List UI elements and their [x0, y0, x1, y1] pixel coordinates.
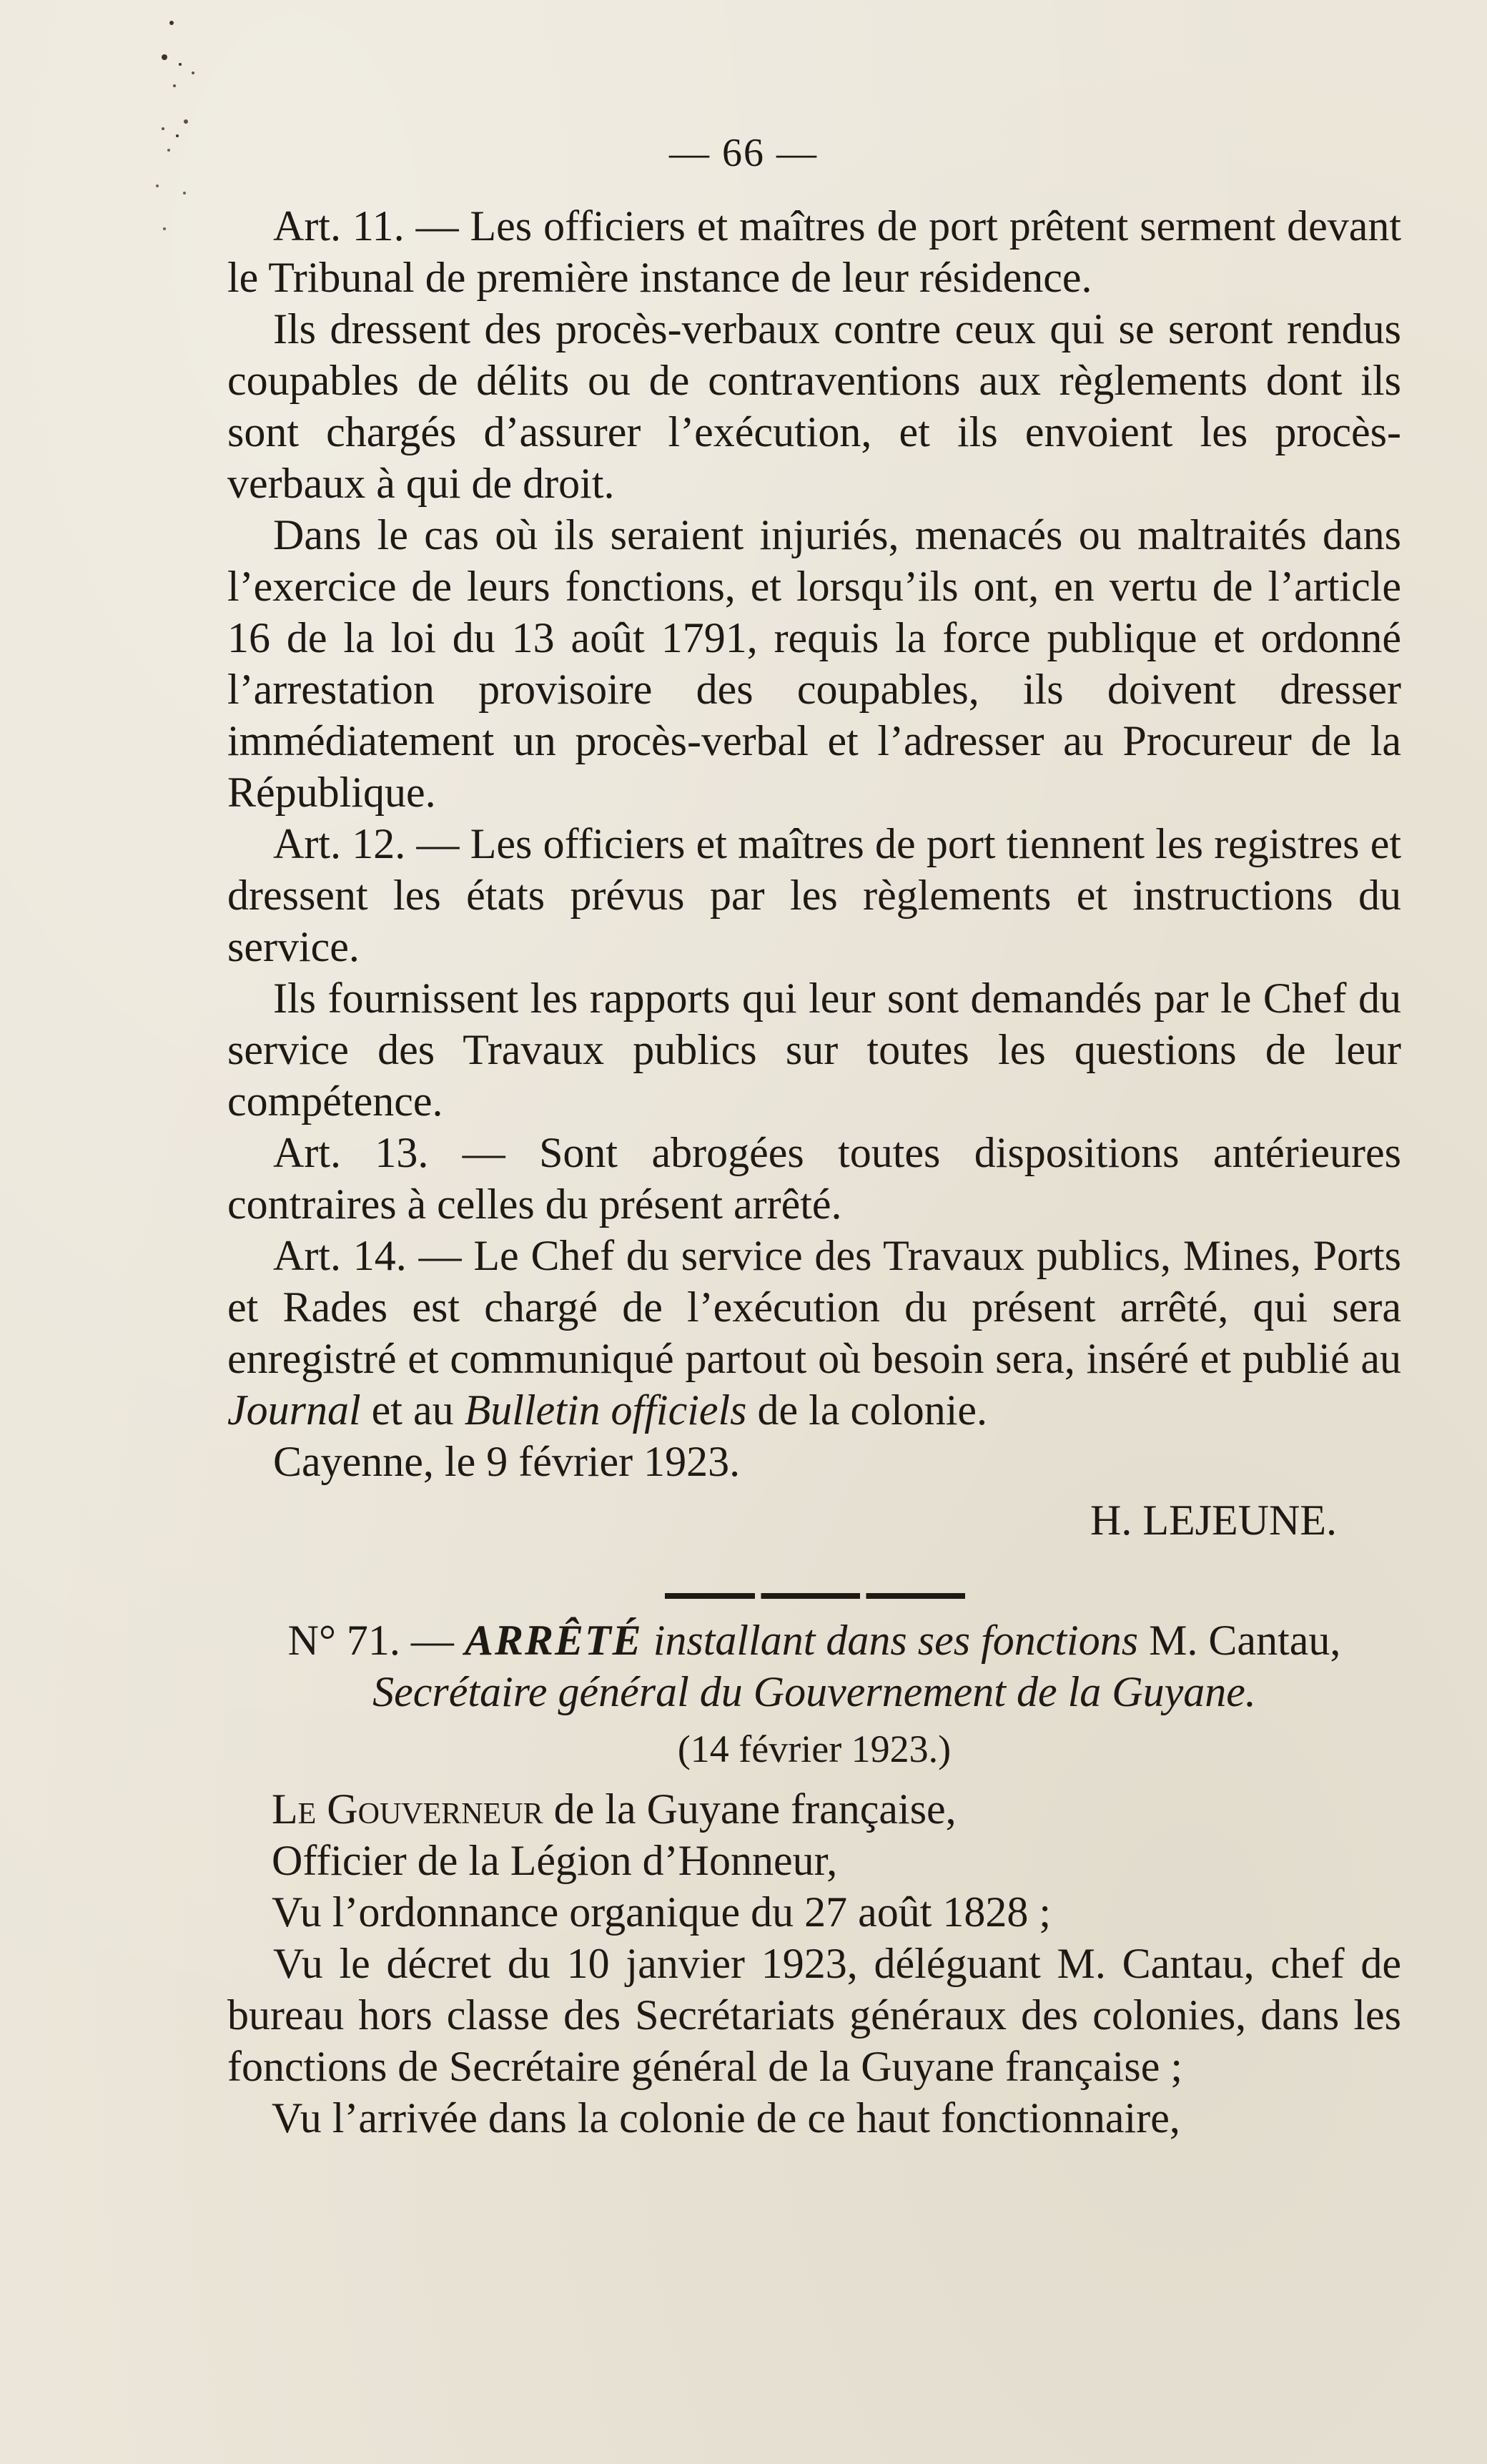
paragraph-art-11: Art. 11. — Les officiers et maîtres de port prêtent serment devant le Tribunal de première instance de leur résidence.	[227, 202, 1401, 301]
bulletin-title: Bulletin officiels	[464, 1386, 747, 1434]
decree-date: (14 février 1923.)	[677, 1728, 952, 1770]
decree-heading	[227, 1615, 1401, 1718]
art14-middle: et au	[360, 1386, 465, 1434]
decree-section	[227, 1615, 1401, 2144]
governor-rest: de la Guyane française,	[543, 1785, 957, 1833]
art14-end: de la colonie.	[746, 1386, 988, 1434]
paragraph-art-14	[227, 1230, 1401, 1436]
vu-decret: Vu le décret du 10 janvier 1923, déléguant M. Cantau, chef de bureau hors classe des Secrétariats généraux des colonies, dans les fonctions de Secrétaire général de la Guyane française ;	[227, 1940, 1401, 2090]
paragraph-art-13: Art. 13. — Sont abrogées toutes dispositions antérieures contraires à celles du présent arrêté.	[227, 1129, 1401, 1228]
decree-person: M. Cantau,	[1149, 1617, 1341, 1664]
decree-number: N° 71. —	[287, 1617, 465, 1664]
article-text	[227, 200, 1401, 1546]
decree-desc: installant dans ses fonctions	[642, 1617, 1150, 1664]
paragraph-rapports: Ils fournissent les rapports qui leur sont demandés par le Chef du service des Travaux publics sur toutes les questions de leur compétence.	[227, 975, 1401, 1125]
paragraph-injuries: Dans le cas où ils seraient injuriés, menacés ou maltraités dans l’exercice de leurs fonctions, et lorsqu’ils ont, en vertu de l’article 16 de la loi du 13 août 1791, requis la force publique et ordonné l’arrestation provisoire des coupables, ils doivent dresser immédiatement un procès-verbal et l’adresser au Procureur de la République.	[227, 511, 1401, 816]
signature: H. LEJEUNE.	[1090, 1497, 1337, 1544]
page-number: — 66 —	[669, 131, 818, 175]
governor-title: Le Gouverneur	[272, 1785, 543, 1833]
decree-desc-2: Secrétaire général du Gouvernement de la Guyane.	[372, 1668, 1256, 1715]
paragraph-proces-verbaux: Ils dressent des procès-verbaux contre ceux qui se seront rendus coupables de délits ou de contraventions aux règlements dont ils sont chargés d’assurer l’exécution, et ils envoient les procès-verbaux à qui de droit.	[227, 305, 1401, 507]
decree-title: ARRÊTÉ	[464, 1617, 643, 1664]
art14-text: Art. 14. — Le Chef du service des Travaux publics, Mines, Ports et Rades est chargé de l’exécution du présent arrêté, qui sera enregistré et communiqué partout où besoin sera, inséré et publié au	[227, 1232, 1401, 1382]
journal-title: Journal	[227, 1386, 361, 1434]
governor-line	[227, 1783, 1401, 1835]
separator-rule	[665, 1593, 965, 1599]
paragraph-art-12: Art. 12. — Les officiers et maîtres de port tiennent les registres et dressent les états prévus par les règlements et instructions du service.	[227, 820, 1401, 970]
vu-ordonnance: Vu l’ordonnance organique du 27 août 1828 ;	[272, 1888, 1052, 1936]
vu-arrivee: Vu l’arrivée dans la colonie de ce haut fonctionnaire,	[272, 2094, 1180, 2142]
place-date: Cayenne, le 9 février 1923.	[273, 1438, 741, 1485]
officer-line: Officier de la Légion d’Honneur,	[272, 1837, 838, 1884]
